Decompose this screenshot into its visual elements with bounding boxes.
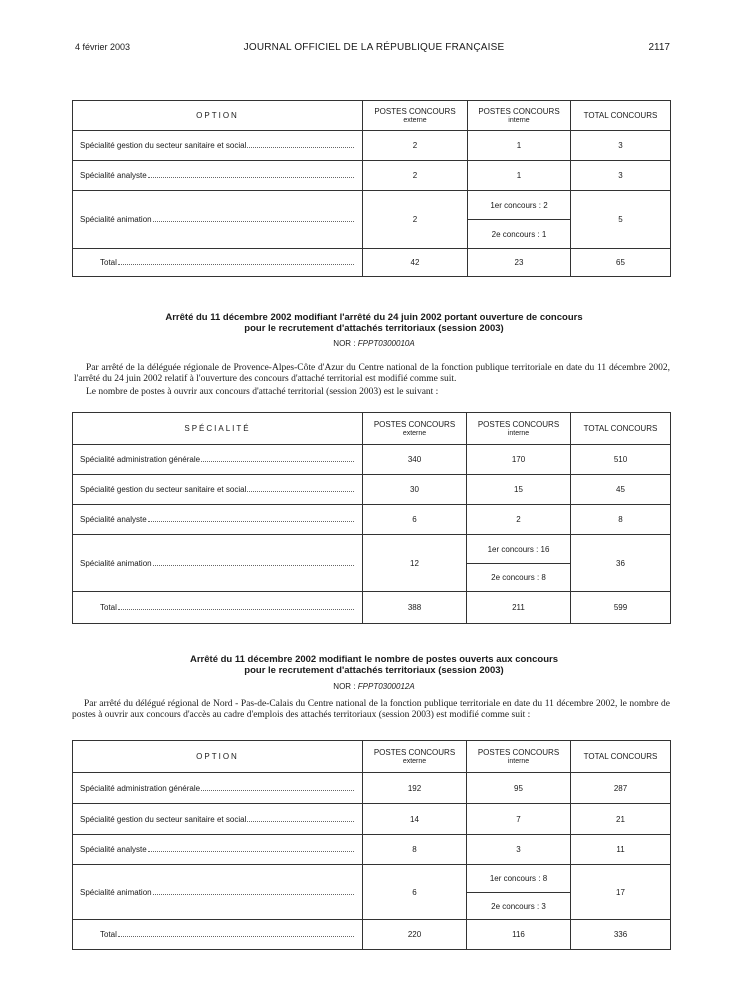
header-journal-title: JOURNAL OFFICIEL DE LA RÉPUBLIQUE FRANÇAISE [243,42,505,53]
table-row [73,773,671,804]
table-row [73,475,671,505]
cell-interne-2: 2e concours : 1 [468,220,571,249]
cell-interne-2: 2e concours : 3 [467,893,571,920]
row-label: Spécialité animation [80,558,152,568]
row-label: Spécialité analyste [80,515,147,524]
table-1 [72,100,671,277]
table-row-total [73,920,671,950]
cell-total: 3 [571,131,671,161]
col-header-externe: POSTES CONCOURS externe [363,741,467,773]
cell-total: 8 [571,505,671,535]
row-label: Spécialité animation [80,887,152,897]
cell-interne: 1 [468,131,571,161]
col-header-option: OPTION [73,101,363,131]
table-2 [72,412,671,624]
table-row [73,865,671,893]
row-label: Spécialité gestion du secteur sanitaire et social [80,814,247,824]
cell-interne: 170 [467,445,571,475]
col-header-total: TOTAL CONCOURS [571,101,671,131]
cell-interne: 1 [468,161,571,191]
section-2-title: Arrêté du 11 décembre 2002 modifiant l'arrêté du 24 juin 2002 portant ouverture de concours pour le recrutement d'attachés territoriaux (session 2003) [165,312,583,334]
cell-interne: 3 [467,835,571,865]
col-header-total: TOTAL CONCOURS [571,741,671,773]
cell-externe: 2 [363,131,468,161]
cell-total: 36 [571,535,671,592]
section-2-nor: NOR : FPPT0300010A [333,339,415,348]
section-3-title: Arrêté du 11 décembre 2002 modifiant le nombre de postes ouverts aux concours pour le recrutement d'attachés territoriaux (session 2003) [190,654,558,676]
cell-interne: 7 [467,804,571,835]
cell-interne: 15 [467,475,571,505]
cell-externe: 340 [363,445,467,475]
col-header-option: OPTION [73,741,363,773]
row-label: Spécialité analyste [80,171,147,180]
cell-externe: 388 [363,592,467,624]
cell-total: 3 [571,161,671,191]
cell-externe: 42 [363,249,468,277]
row-label: Total [100,930,117,939]
cell-total: 336 [571,920,671,950]
cell-interne-1: 1er concours : 16 [467,535,571,564]
cell-total: 599 [571,592,671,624]
row-label: Spécialité gestion du secteur sanitaire et social [80,141,247,150]
col-header-externe: POSTES CONCOURS externe [363,101,468,131]
table-row-total [73,592,671,624]
table-row [73,535,671,564]
cell-externe: 6 [363,865,467,920]
cell-total: 287 [571,773,671,804]
cell-interne: 2 [467,505,571,535]
cell-externe: 14 [363,804,467,835]
cell-interne: 95 [467,773,571,804]
cell-interne: 23 [468,249,571,277]
table-3 [72,740,671,950]
cell-externe: 2 [363,161,468,191]
col-header-total: TOTAL CONCOURS [571,413,671,445]
row-label: Total [100,258,117,267]
section-2-paragraph-2: Le nombre de postes à ouvrir aux concours d'attaché territorial (session 2003) est le suivant : [86,387,439,397]
row-label: Spécialité gestion du secteur sanitaire et social [80,485,247,494]
col-header-interne: POSTES CONCOURS interne [467,413,571,445]
cell-externe: 192 [363,773,467,804]
table-row [73,804,671,835]
section-3-nor: NOR : FPPT0300012A [333,682,415,691]
table-row [73,131,671,161]
header-date: 4 février 2003 [75,42,131,52]
cell-total: 45 [571,475,671,505]
cell-externe: 6 [363,505,467,535]
col-header-specialite: SPÉCIALITÉ [73,413,363,445]
table-row [73,445,671,475]
header-page-number: 2117 [648,42,670,53]
row-label: Spécialité animation [80,215,152,224]
cell-interne-1: 1er concours : 2 [468,191,571,220]
col-header-interne: POSTES CONCOURS interne [468,101,571,131]
cell-total: 5 [571,191,671,249]
row-label: Total [100,603,117,612]
section-2-paragraph-1: Par arrêté de la déléguée régionale de Provence-Alpes-Côte d'Azur du Centre national de la fonction publique territoriale en date du 11 décembre 2002, l'arrêté du 24 juin 2002 relatif à l'ouverture des concours d'attaché territorial est modifié comme suit. [74,363,670,384]
cell-externe: 220 [363,920,467,950]
cell-total: 11 [571,835,671,865]
table-row [73,191,671,220]
cell-externe: 30 [363,475,467,505]
col-header-interne: POSTES CONCOURS interne [467,741,571,773]
cell-interne: 211 [467,592,571,624]
cell-total: 65 [571,249,671,277]
row-label: Spécialité administration générale [80,783,201,793]
cell-externe: 8 [363,835,467,865]
table-row [73,835,671,865]
cell-interne-1: 1er concours : 8 [467,865,571,893]
table-row [73,505,671,535]
cell-total: 21 [571,804,671,835]
cell-total: 17 [571,865,671,920]
cell-externe: 12 [363,535,467,592]
table-row [73,161,671,191]
section-3-paragraph-1: Par arrêté du délégué régional de Nord - Pas-de-Calais du Centre national de la fonction publique territoriale en date du 11 décembre 2002, le nombre de postes à ouvrir aux concours d'accès au cadre d'emplois des attachés territoriaux (session 2003) est modifié comme suit : [72,699,670,720]
cell-externe: 2 [363,191,468,249]
cell-total: 510 [571,445,671,475]
row-label: Spécialité administration générale [80,455,201,464]
cell-interne-2: 2e concours : 8 [467,564,571,592]
table-row-total [73,249,671,277]
cell-interne: 116 [467,920,571,950]
col-header-externe: POSTES CONCOURS externe [363,413,467,445]
row-label: Spécialité analyste [80,845,147,854]
